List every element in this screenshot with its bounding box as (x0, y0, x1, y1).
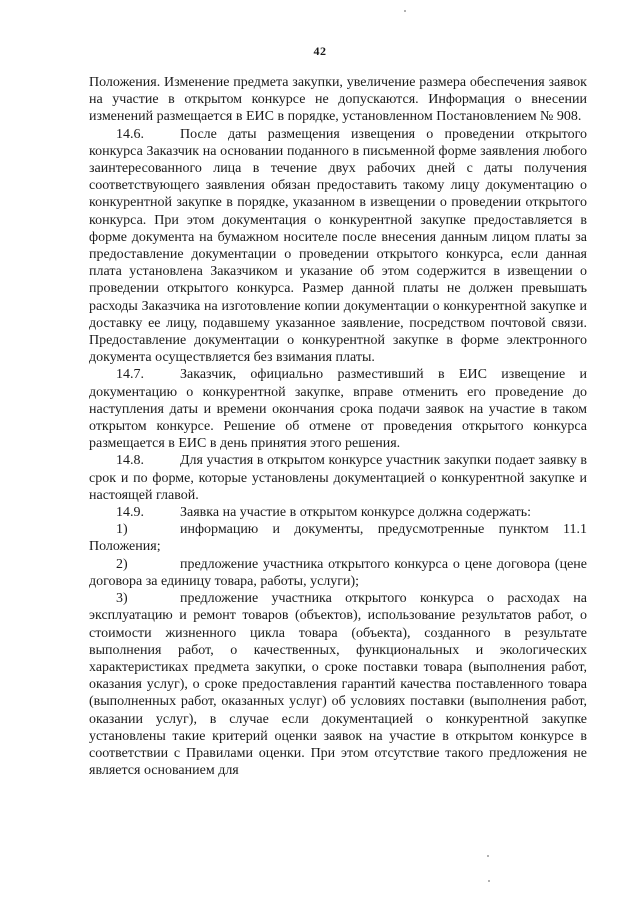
list-item-number: 1) (116, 522, 128, 538)
clause-text: Для участия в открытом конкурсе участник закупки подает заявку в срок и по форме, которые установлены документацией о конкурентной закупке и настоящей главой. (89, 453, 587, 503)
list-item-text: предложение участника открытого конкурса о цене договора (цене договора за единицу товара, работы, услуги); (89, 556, 587, 589)
list-item-3 (89, 590, 587, 779)
clause-number: 14.7. (116, 367, 144, 383)
clause-text: После даты размещения извещения о проведении открытого конкурса Заказчик на основании поданного в письменной форме заявления любого заинтересованного лица в течение двух рабочих дней с даты получения соответствующего заявления обязан предоставить такому лицу документацию о конкурентной закупке в порядке, указанном в извещении о проведении открытого конкурса. При этом документация о конкурентной закупке предоставляется в форме документа на бумажном носителе после внесения данным лицом платы за предоставление документации о проведении открытого конкурса, если данная плата установлена Заказчиком и указание об этом содержится в извещении о проведении открытого конкурса. Размер данной платы не должен превышать расходы Заказчика на изготовление копии документации о конкурентной закупке и доставку ее лицу, подавшему указанное заявление, посредством почтовой связи. Предоставление документации о конкурентной закупке в форме электронного документа осуществляется без взимания платы. (89, 126, 587, 366)
clause-number: 14.9. (116, 505, 144, 521)
paragraph-text: Положения. Изменение предмета закупки, увеличение размера обеспечения заявок на участие в открытом конкурсе не допускаются. Информация о внесении изменений размещается в ЕИС в порядке, установленном Постановлением № 908. (89, 75, 587, 125)
clause-number: 14.8. (116, 453, 144, 469)
clause-number: 14.6. (116, 126, 144, 142)
list-item-text: предложение участника открытого конкурса о расходах на эксплуатацию и ремонт товаров (объектов), использование результатов работ, о стоимости жизненного цикла товара (объекта), созданного в результате выполнения работ, о качественных, функциональных и экологических характеристиках предмета закупки, о сроке поставки товара (выполнения работ, оказания услуг), о сроке предоставления гарантий качества поставленного товара (выполненных работ, оказанных услуг) об условиях поставки (выполнения работ, оказании услуг), в случае если документацией о конкурентной закупке установлены такие критерий оценки заявок на участие в открытом конкурсе в соответствии с Правилами оценки. При этом отсутствие такого предложения не является основанием для (89, 591, 587, 779)
clause-14-7 (89, 366, 587, 452)
page-number: 42 (313, 44, 327, 58)
clause-text: Заказчик, официально разместивший в ЕИС извещение и документацию о конкурентной закупке, вправе отменить его проведение до наступления даты и времени окончания срока подачи заявок на участие в таком открытом конкурсе. Решение об отмене от проведения открытого конкурса размещается в ЕИС в день принятия этого решения. (89, 367, 587, 452)
clause-text: Заявка на участие в открытом конкурсе должна содержать: (180, 505, 532, 521)
list-item-text: информацию и документы, предусмотренные пунктом 11.1 Положения; (89, 522, 587, 555)
scan-speck (404, 10, 406, 12)
scan-speck (488, 880, 490, 882)
clause-14-9 (89, 504, 587, 521)
scan-speck (487, 855, 489, 857)
document-body (89, 74, 587, 779)
list-item-number: 3) (116, 591, 128, 607)
list-item-1 (89, 521, 587, 555)
paragraph-continuation (89, 74, 587, 126)
list-item-number: 2) (116, 556, 128, 572)
clause-14-8 (89, 452, 587, 504)
list-item-2 (89, 556, 587, 590)
clause-14-6 (89, 126, 587, 367)
